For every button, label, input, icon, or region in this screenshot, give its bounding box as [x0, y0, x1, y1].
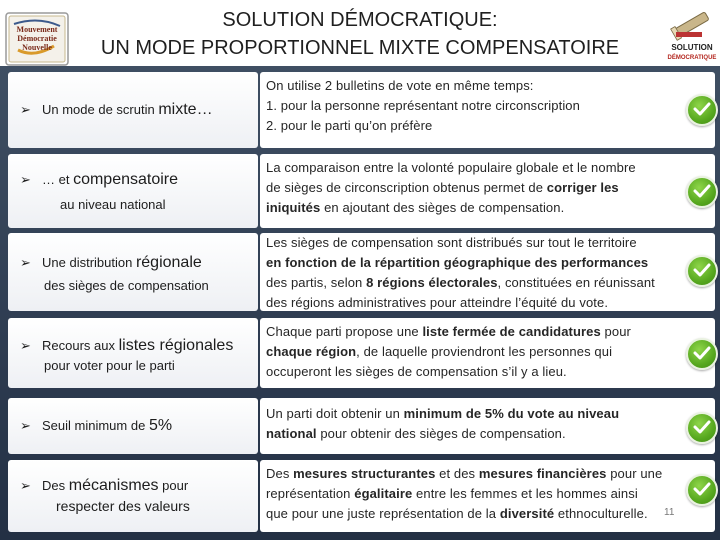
row-left-panel — [8, 398, 258, 454]
svg-text:Démocratie: Démocratie — [17, 34, 57, 43]
row-right-text: La comparaison entre la volonté populaire globale et le nombre de sièges de circonscription obtenus permet de corriger les iniquités en ajoutant des sièges de compensation. — [266, 160, 636, 215]
checkmark-icon — [686, 255, 718, 287]
row-left-panel — [8, 154, 258, 228]
row-left-sublabel: respecter des valeurs — [56, 498, 190, 514]
row-left-label: Une distribution régionale — [42, 254, 202, 271]
row-left-label: … et compensatoire — [42, 171, 179, 188]
row-left-label: Recours aux listes régionales — [42, 337, 234, 354]
row-right-text: On utilise 2 bulletins de vote en même temps: 1. pour la personne représentant notre circonscription 2. pour le parti qu’on préfère — [266, 78, 580, 133]
row-left-panel — [8, 72, 258, 148]
svg-text:DÉMOCRATIQUE: DÉMOCRATIQUE — [667, 55, 717, 61]
row-regional-lists — [0, 318, 720, 388]
row-left-label: Seuil minimum de 5% — [42, 417, 173, 434]
row-mixed-system — [0, 72, 720, 148]
checkmark-icon — [686, 94, 718, 126]
row-left-sublabel: des sièges de compensation — [44, 278, 209, 293]
row-left-sublabel: pour voter pour le parti — [44, 358, 175, 373]
row-right-panel — [260, 460, 715, 532]
row-left-label: Un mode de scrutin mixte… — [42, 101, 213, 118]
solution-democratique-logo — [664, 4, 720, 64]
row-right-text: Des mesures structurantes et des mesures financières pour une représentation égalitaire entre les femmes et les hommes ainsi que pour une juste représentation de la diversité ethnoculturelle. — [266, 466, 663, 521]
checkmark-icon — [686, 474, 718, 506]
row-mechanisms-values — [0, 460, 720, 532]
arrow-bullet-icon: ➢ — [20, 255, 31, 270]
row-right-text: Un parti doit obtenir un minimum de 5% du vote au niveau national pour obtenir des sièges de compensation. — [266, 406, 620, 441]
slide-header — [0, 0, 720, 66]
row-left-panel — [8, 460, 258, 532]
arrow-bullet-icon: ➢ — [20, 478, 31, 493]
row-right-text: Chaque parti propose une liste fermée de candidatures pour chaque région, de laquelle proviendront les personnes qui occuperont les sièges de compensation s’il y a lieu. — [266, 324, 631, 379]
arrow-bullet-icon: ➢ — [20, 102, 31, 117]
slide-title-line-1: SOLUTION DÉMOCRATIQUE: — [222, 9, 498, 31]
row-compensatory — [0, 154, 720, 228]
row-left-panel — [8, 318, 258, 388]
row-right-panel — [260, 233, 715, 311]
svg-text:Nouvelle: Nouvelle — [22, 43, 52, 52]
svg-text:Mouvement: Mouvement — [16, 25, 58, 34]
slide-title-line-2: UN MODE PROPORTIONNEL MIXTE COMPENSATOIRE — [100, 37, 620, 59]
movement-logo — [4, 10, 70, 68]
arrow-bullet-icon: ➢ — [20, 418, 31, 433]
checkmark-icon — [686, 412, 718, 444]
row-right-panel — [260, 398, 715, 454]
row-regional-distribution — [0, 233, 720, 311]
checkmark-icon — [686, 176, 718, 208]
page-number: 11 — [664, 507, 675, 518]
arrow-bullet-icon: ➢ — [20, 338, 31, 353]
row-right-text: Les sièges de compensation sont distribués sur tout le territoire en fonction de la répartition géographique des performances des partis, selon 8 régions électorales, constituées en réunissant des régions administratives pour atteindre l’équité du vote. — [266, 235, 655, 310]
row-left-sublabel: au niveau national — [60, 197, 166, 212]
row-right-panel — [260, 318, 715, 388]
row-right-panel — [260, 154, 715, 228]
row-left-panel — [8, 233, 258, 311]
arrow-bullet-icon: ➢ — [20, 172, 31, 187]
checkmark-icon — [686, 338, 718, 370]
row-right-panel — [260, 72, 715, 148]
svg-text:SOLUTION: SOLUTION — [671, 43, 713, 52]
row-left-label: Des mécanismes pour — [42, 477, 189, 494]
row-minimum-threshold — [0, 398, 720, 454]
